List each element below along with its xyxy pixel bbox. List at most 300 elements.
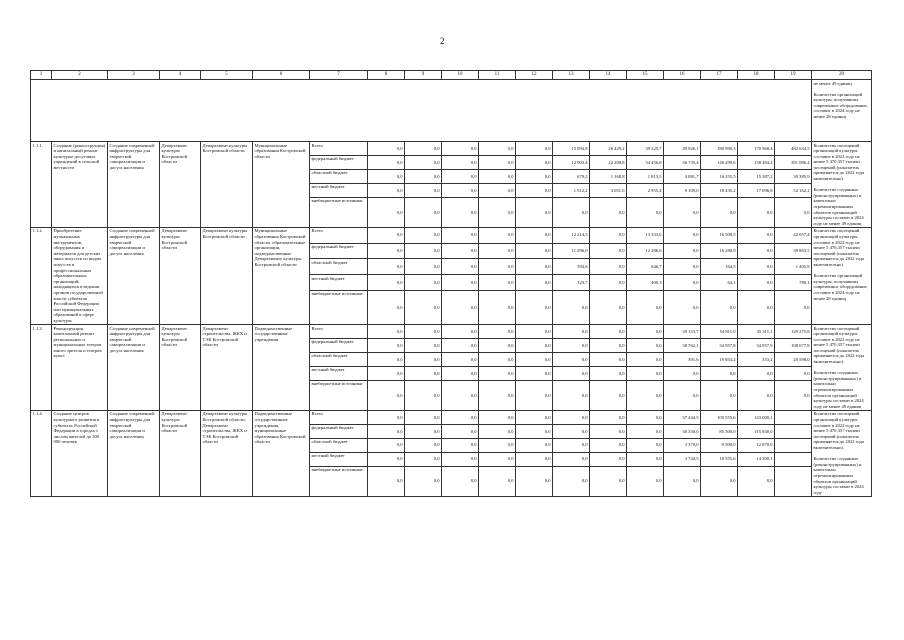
amount-cell: 0,0	[405, 183, 442, 197]
amount-cell: 0,0	[405, 275, 442, 291]
amount-cell: 9 109,0	[664, 183, 701, 197]
amount-cell: 0,0	[405, 259, 442, 275]
amount-cell: 0,0	[405, 243, 442, 259]
funding-source: внебюджетные источники	[310, 380, 368, 410]
amount-cell: 0,0	[664, 275, 701, 291]
amount-cell: 0,0	[775, 366, 812, 380]
amount-cell: 0,0	[627, 410, 664, 424]
amount-cell: 0,0	[368, 352, 405, 366]
amount-cell: 170 968,4	[738, 142, 775, 156]
amount-cell: 0,0	[590, 325, 627, 339]
amount-cell: 0,0	[516, 380, 553, 410]
amount-cell: 0,0	[405, 169, 442, 183]
amount-cell: 3 370,0	[664, 438, 701, 452]
amount-cell: 679,2	[553, 169, 590, 183]
funding-source: внебюджетные источники	[310, 197, 368, 227]
amount-cell: 0,0	[664, 290, 701, 324]
amount-cell: 34 456,8	[627, 155, 664, 169]
amount-cell: 12 870,0	[738, 438, 775, 452]
amount-cell: 0,0	[516, 227, 553, 243]
amount-cell: 0,0	[442, 338, 479, 352]
amount-cell: 0,0	[664, 243, 701, 259]
amount-cell: 64,1	[701, 275, 738, 291]
amount-cell: 0,0	[590, 197, 627, 227]
amount-cell: 0,0	[516, 197, 553, 227]
activity-customer: Департамент культуры Костромской области	[160, 410, 201, 496]
amount-cell: 0,0	[479, 438, 516, 452]
amount-cell	[775, 466, 812, 496]
amount-cell: 0,0	[775, 380, 812, 410]
funding-source: Всего	[310, 142, 368, 156]
activity-recipient: Муниципальные образования Костромской области, образовательные организации, подведомственные Департаменту культуры Костромской области	[253, 227, 310, 324]
amount-cell: 2 955,4	[627, 183, 664, 197]
amount-cell: 0,0	[627, 352, 664, 366]
amount-cell: 0,0	[516, 424, 553, 438]
table-row	[31, 410, 872, 424]
amount-cell: 0,0	[627, 424, 664, 438]
amount-cell: 0,0	[479, 169, 516, 183]
amount-cell: 0,0	[516, 290, 553, 324]
activity-customer: Департамент культуры Костромской области	[160, 227, 201, 324]
activity-result: Количество посещений организаций культуры составит в 2022 году не менее 5 470,357 тысячи посещений (показатель применяется до 2022 года включительно). Количество организаций культуры, получивших современное оборудование, составит в 2024 году не менее 28 единиц	[812, 227, 872, 324]
amount-cell: 143 000,1	[738, 410, 775, 424]
amount-cell: 108 677,8	[775, 338, 812, 352]
funding-source: федеральный бюджет	[310, 155, 368, 169]
amount-cell: 0,0	[775, 197, 812, 227]
amount-cell: 0,0	[516, 410, 553, 424]
amount-cell: 52 162,2	[775, 183, 812, 197]
table-row	[31, 227, 872, 243]
activity-recipient: Муниципальные образования Костромской области	[253, 142, 310, 228]
amount-cell: 0,0	[516, 155, 553, 169]
amount-cell: 0,0	[627, 197, 664, 227]
amount-cell: 0,0	[479, 243, 516, 259]
activity-executor: Департамент культуры Костромской области	[201, 142, 253, 228]
amount-cell	[775, 410, 812, 424]
column-header: 2	[52, 71, 108, 80]
funding-source: федеральный бюджет	[310, 424, 368, 438]
amount-cell: 0,0	[590, 259, 627, 275]
amount-cell: 0,0	[701, 197, 738, 227]
column-header: 3	[108, 71, 160, 80]
column-header: 10	[442, 71, 479, 80]
amount-cell: 0,0	[664, 259, 701, 275]
amount-cell: 0,0	[442, 352, 479, 366]
amount-cell: 0,0	[627, 438, 664, 452]
amount-cell: 30 330,0	[664, 424, 701, 438]
amount-cell: 15 387,2	[738, 169, 775, 183]
amount-cell: 0,0	[479, 290, 516, 324]
table-row	[31, 325, 872, 339]
amount-cell: 0,0	[738, 466, 775, 496]
amount-cell: 85 500,0	[701, 424, 738, 438]
column-header: 8	[368, 71, 405, 80]
amount-cell: 0,0	[442, 183, 479, 197]
amount-cell: 0,0	[442, 466, 479, 496]
amount-cell: 0,0	[368, 366, 405, 380]
amount-cell: 0,0	[516, 325, 553, 339]
amount-cell: 0,0	[516, 183, 553, 197]
amount-cell: 0,0	[442, 452, 479, 466]
amount-cell: 0,0	[590, 452, 627, 466]
amount-cell: 42 057,4	[775, 227, 812, 243]
activity-task: Создание современной инфраструктуры для творческой самореализации и досуга населения	[108, 142, 160, 228]
funding-source: местный бюджет	[310, 452, 368, 466]
amount-cell: 400,3	[627, 275, 664, 291]
activity-result: Количество посещений организаций культуры составит в 2022 году не менее 5 470,357 тысячи посещений (показатель применяется до 2022 года включительно). Количество созданных (реконструированных) и капитально отремонтированных объектов организаций культуры составит в 2024 году	[812, 410, 872, 496]
amount-cell: 19 853,2	[701, 352, 738, 366]
funding-source: Всего	[310, 410, 368, 424]
amount-cell: 0,0	[442, 142, 479, 156]
amount-cell: 0,0	[479, 352, 516, 366]
funding-source: областной бюджет	[310, 438, 368, 452]
amount-cell: 0,0	[590, 410, 627, 424]
amount-cell: 0,0	[405, 227, 442, 243]
amount-cell: 0,0	[553, 325, 590, 339]
amount-cell: 38 762,1	[664, 338, 701, 352]
amount-cell: 0,0	[405, 452, 442, 466]
amount-cell: 10 555,6	[701, 452, 738, 466]
amount-cell: 0,0	[516, 259, 553, 275]
amount-cell: 105 555,6	[701, 410, 738, 424]
activity-executor: Департамент культуры Костромской области	[201, 227, 253, 324]
funding-source: Всего	[310, 227, 368, 243]
amount-cell: 39 863,5	[775, 243, 812, 259]
amount-cell: 138 484,4	[738, 155, 775, 169]
column-header: 6	[253, 71, 310, 80]
amount-cell: 0,0	[405, 325, 442, 339]
amount-cell: 0,0	[405, 380, 442, 410]
amount-cell: 1 405,8	[775, 259, 812, 275]
amount-cell: 0,0	[701, 366, 738, 380]
column-header: 15	[627, 71, 664, 80]
activity-customer: Департамент культуры Костромской области	[160, 142, 201, 228]
activity-name: Создание (реконструкция) и капитальный ремонт культурно-досуговых учреждений в сельской местности	[52, 142, 108, 228]
activity-number: 1.1.4.	[31, 410, 52, 496]
amount-cell: 0,0	[590, 243, 627, 259]
amount-cell: 0,0	[479, 325, 516, 339]
amount-cell: 16 509,5	[701, 227, 738, 243]
amount-cell: 0,0	[553, 290, 590, 324]
amount-cell: 0,0	[442, 438, 479, 452]
amount-cell: 0,0	[590, 366, 627, 380]
amount-cell: 0,0	[516, 452, 553, 466]
column-header: 4	[160, 71, 201, 80]
amount-cell: 0,0	[405, 410, 442, 424]
amount-cell: 0,0	[442, 275, 479, 291]
amount-cell: 34 957,9	[738, 338, 775, 352]
amount-cell: 15 094,8	[553, 142, 590, 156]
amount-cell: 180 990,3	[701, 142, 738, 156]
amount-cell: 20 598,0	[775, 352, 812, 366]
amount-cell: 0,0	[516, 352, 553, 366]
amount-cell: 9 500,0	[701, 438, 738, 452]
column-header: 17	[701, 71, 738, 80]
amount-cell: 594,6	[553, 259, 590, 275]
amount-cell: 0,0	[553, 452, 590, 466]
amount-cell: 0,0	[479, 227, 516, 243]
amount-cell: 0,0	[479, 338, 516, 352]
amount-cell: 0,0	[590, 275, 627, 291]
amount-cell: 0,0	[738, 275, 775, 291]
page-number: 2	[440, 36, 445, 46]
amount-cell: 0,0	[738, 290, 775, 324]
amount-cell: 0,0	[368, 438, 405, 452]
funding-source: областной бюджет	[310, 352, 368, 366]
amount-cell: 0,0	[442, 424, 479, 438]
amount-cell: 0,0	[553, 410, 590, 424]
column-header: 5	[201, 71, 253, 80]
amount-cell: 0,0	[368, 183, 405, 197]
amount-cell: 0,0	[368, 325, 405, 339]
amount-cell: 54 811,0	[701, 325, 738, 339]
activity-recipient: Подведомственные государственные учреждения	[253, 325, 310, 411]
column-header: 12	[516, 71, 553, 80]
activity-customer: Департамент культуры Костромской области	[160, 325, 201, 411]
amount-cell: 0,0	[479, 183, 516, 197]
continuation-row	[31, 80, 872, 142]
amount-cell: 0,0	[405, 155, 442, 169]
amount-cell: 0,0	[405, 142, 442, 156]
table-body	[31, 71, 872, 497]
amount-cell: 0,0	[368, 290, 405, 324]
amount-cell: 646,7	[627, 259, 664, 275]
amount-cell: 0,0	[405, 424, 442, 438]
funding-source: федеральный бюджет	[310, 243, 368, 259]
amount-cell: 0,0	[405, 197, 442, 227]
column-header: 1	[31, 71, 52, 80]
column-header: 16	[664, 71, 701, 80]
amount-cell: 0,0	[738, 259, 775, 275]
amount-cell: 0,0	[442, 410, 479, 424]
amount-cell: 0,0	[553, 438, 590, 452]
column-header: 14	[590, 71, 627, 80]
amount-cell: 0,0	[479, 452, 516, 466]
amount-cell: 0,0	[479, 466, 516, 496]
amount-cell: 0,0	[627, 366, 664, 380]
amount-cell: 0,0	[590, 227, 627, 243]
amount-cell: 788,1	[775, 275, 812, 291]
funding-source: областной бюджет	[310, 169, 368, 183]
amount-cell: 0,0	[442, 155, 479, 169]
amount-cell: 0,0	[516, 366, 553, 380]
amount-cell: 18 435,2	[701, 183, 738, 197]
amount-cell: 0,0	[442, 366, 479, 380]
amount-cell: 129 275,8	[775, 325, 812, 339]
amount-cell: 0,0	[590, 466, 627, 496]
top-results-cell: не менее 49 единиц. Количество организаций культуры, получивших современное оборудование, составит в 2024 году не менее 28 единиц	[812, 80, 872, 142]
amount-cell: 36 735,4	[664, 155, 701, 169]
amount-cell: 0,0	[590, 424, 627, 438]
amount-cell: 14 300,1	[738, 452, 775, 466]
table-row	[31, 142, 872, 156]
amount-cell: 0,0	[516, 438, 553, 452]
amount-cell: 11 296,0	[553, 243, 590, 259]
amount-cell: 12 214,3	[553, 227, 590, 243]
funding-source: местный бюджет	[310, 183, 368, 197]
amount-cell: 0,0	[664, 227, 701, 243]
amount-cell: 0,0	[627, 338, 664, 352]
header-row	[31, 71, 872, 80]
amount-cell: 12 903,4	[553, 155, 590, 169]
continuation-blank	[31, 80, 812, 142]
activity-name: Реконструкция, капитальный ремонт региональных и муниципальных театров юного зрителя и театров кукол	[52, 325, 108, 411]
amount-cell: 0,0	[553, 424, 590, 438]
amount-cell: 1 168,8	[590, 169, 627, 183]
amount-cell: 39 225,7	[627, 142, 664, 156]
amount-cell: 0,0	[405, 352, 442, 366]
amount-cell: 0,0	[442, 259, 479, 275]
amount-cell: 0,0	[590, 438, 627, 452]
amount-cell: 323,7	[553, 275, 590, 291]
amount-cell: 0,0	[479, 155, 516, 169]
amount-cell: 482 634,5	[775, 142, 812, 156]
amount-cell: 0,0	[701, 380, 738, 410]
amount-cell: 4 081,7	[664, 169, 701, 183]
amount-cell: 0,0	[368, 169, 405, 183]
activity-executor: Департамент культуры Костромской области, Департамент строительства, ЖКХ и ТЭК Костромской области	[201, 410, 253, 496]
amount-cell: 0,0	[368, 410, 405, 424]
amount-cell: 0,0	[442, 290, 479, 324]
amount-cell: 0,0	[553, 380, 590, 410]
column-header: 9	[405, 71, 442, 80]
amount-cell: 0,0	[627, 290, 664, 324]
funding-source: внебюджетные источники	[310, 466, 368, 496]
amount-cell: 0,0	[442, 243, 479, 259]
funding-source: федеральный бюджет	[310, 338, 368, 352]
amount-cell: 0,0	[738, 197, 775, 227]
amount-cell: 0,0	[405, 438, 442, 452]
amount-cell: 0,0	[368, 155, 405, 169]
column-header: 13	[553, 71, 590, 80]
activity-task: Создание современной инфраструктуры для творческой самореализации и досуга населения	[108, 227, 160, 324]
amount-cell: 37 444,5	[664, 410, 701, 424]
amount-cell: 0,0	[405, 366, 442, 380]
amount-cell: 0,0	[516, 169, 553, 183]
amount-cell: 0,0	[479, 275, 516, 291]
amount-cell: 0,0	[479, 424, 516, 438]
amount-cell: 0,0	[368, 275, 405, 291]
amount-cell: 115 830,0	[738, 424, 775, 438]
amount-cell: 0,0	[590, 380, 627, 410]
column-header: 20	[812, 71, 872, 80]
amount-cell: 0,0	[368, 142, 405, 156]
amount-cell: 0,0	[553, 366, 590, 380]
activity-name: Создание центров культурного развития в субъектах Российской Федерации в городах с числом жителей до 300 000 человек	[52, 410, 108, 496]
amount-cell: 0,0	[368, 259, 405, 275]
activity-number: 1.1.1.	[31, 142, 52, 228]
column-header: 7	[310, 71, 368, 80]
amount-cell: 35 311,1	[738, 325, 775, 339]
amount-cell: 0,0	[738, 227, 775, 243]
activity-name: Приобретение музыкальных инструментов, оборудования и материалов для детских школ искусств по видам искусств и профессиональных образовательных организаций, находящихся в ведении органов государственной власти субъектов Российской Федерации или муниципальных образований в сфере культуры	[52, 227, 108, 324]
amount-cell: 146 299,6	[701, 155, 738, 169]
amount-cell: 1 512,2	[553, 183, 590, 197]
amount-cell	[775, 452, 812, 466]
amount-cell: 17 096,8	[738, 183, 775, 197]
amount-cell	[775, 438, 812, 452]
amount-cell: 0,0	[590, 338, 627, 352]
amount-cell: 0,0	[368, 380, 405, 410]
activity-recipient: Подведомственные государственные учреждения, муниципальные образования Костромской области	[253, 410, 310, 496]
amount-cell: 0,0	[368, 424, 405, 438]
amount-cell: 0,0	[479, 380, 516, 410]
activity-number: 1.1.3.	[31, 325, 52, 411]
column-header: 18	[738, 71, 775, 80]
amount-cell: 0,0	[442, 169, 479, 183]
amount-cell: 0,0	[442, 380, 479, 410]
amount-cell: 0,0	[516, 338, 553, 352]
amount-cell	[775, 424, 812, 438]
amount-cell: 0,0	[368, 227, 405, 243]
amount-cell: 0,0	[479, 366, 516, 380]
column-header: 11	[479, 71, 516, 80]
amount-cell: 0,0	[590, 352, 627, 366]
activity-task: Создание современной инфраструктуры для творческой самореализации и досуга населения	[108, 325, 160, 411]
amount-cell: 1 813,5	[627, 169, 664, 183]
amount-cell: 0,0	[553, 197, 590, 227]
amount-cell: 0,0	[664, 197, 701, 227]
amount-cell: 3 744,5	[664, 452, 701, 466]
amount-cell: 0,0	[664, 466, 701, 496]
amount-cell: 0,0	[738, 380, 775, 410]
funding-source: Всего	[310, 325, 368, 339]
amount-cell: 0,0	[405, 338, 442, 352]
amount-cell: 164,5	[701, 259, 738, 275]
amount-cell: 0,0	[368, 466, 405, 496]
amount-cell: 0,0	[516, 275, 553, 291]
amount-cell: 0,0	[627, 325, 664, 339]
amount-cell: 0,0	[590, 290, 627, 324]
amount-cell: 0,0	[516, 142, 553, 156]
amount-cell: 0,0	[368, 452, 405, 466]
amount-cell: 26 429,2	[590, 142, 627, 156]
amount-cell: 353,2	[738, 352, 775, 366]
amount-cell: 0,0	[405, 466, 442, 496]
amount-cell: 39 153,7	[664, 325, 701, 339]
amount-cell: 16 280,9	[701, 243, 738, 259]
column-header: 19	[775, 71, 812, 80]
amount-cell: 0,0	[738, 243, 775, 259]
amount-cell: 0,0	[627, 466, 664, 496]
activity-number: 1.1.2.	[31, 227, 52, 324]
amount-cell: 3 051,6	[590, 183, 627, 197]
amount-cell: 0,0	[664, 366, 701, 380]
amount-cell: 0,0	[479, 142, 516, 156]
amount-cell: 0,0	[664, 380, 701, 410]
amount-cell: 0,0	[479, 410, 516, 424]
amount-cell: 12 286,6	[627, 243, 664, 259]
amount-cell: 49 926,1	[664, 142, 701, 156]
amount-cell: 391 086,4	[775, 155, 812, 169]
amount-cell: 0,0	[368, 243, 405, 259]
amount-cell: 0,0	[701, 466, 738, 496]
amount-cell: 0,0	[627, 452, 664, 466]
amount-cell: 0,0	[442, 325, 479, 339]
amount-cell: 0,0	[553, 338, 590, 352]
amount-cell: 0,0	[442, 227, 479, 243]
amount-cell: 22 208,8	[590, 155, 627, 169]
amount-cell: 34 957,8	[701, 338, 738, 352]
funding-source: местный бюджет	[310, 366, 368, 380]
amount-cell: 0,0	[516, 243, 553, 259]
amount-cell: 16 255,5	[701, 169, 738, 183]
amount-cell: 0,0	[701, 290, 738, 324]
activity-result: Количество посещений организаций культуры составит в 2022 году не менее 5 470,357 тысячи посещений (показатель применяется до 2022 года включительно). Количество созданных (реконструированных) и капитально отремонтированных объектов организаций культуры составит в 2024 году не менее 49 единиц	[812, 142, 872, 228]
amount-cell: 13 333,6	[627, 227, 664, 243]
amount-cell: 0,0	[553, 352, 590, 366]
funding-source: внебюджетные источники	[310, 290, 368, 324]
